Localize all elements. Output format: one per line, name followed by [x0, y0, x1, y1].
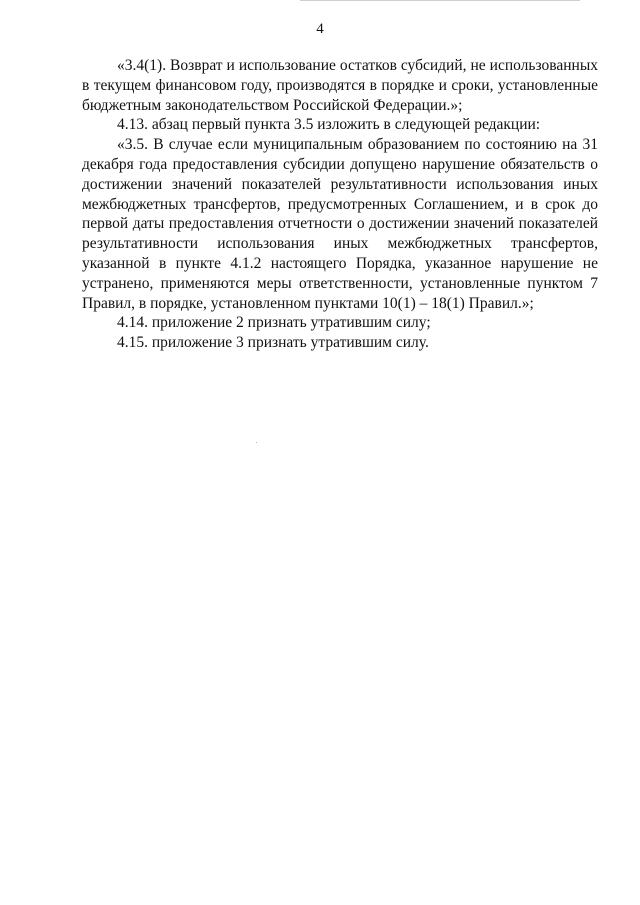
document-body — [82, 56, 598, 353]
paragraph-4-13: 4.13. абзац первый пункта 3.5 изложить в следующей редакции: — [117, 116, 541, 134]
paragraph-3-5: «3.5. В случае если муниципальным образованием по состоянию на 31 декабря года предоставления субсидии допущено нарушение обязательств о достижении значений показателей результативности использования иных межбюджетных трансфертов, предусмотренных Соглашением, и в срок до первой даты предоставления отчетности о достижении значений показателей результативности использования иных межбюджетных трансфертов, указанной в пункте 4.1.2 настоящего Порядка, указанное нарушение не устранено, применяются меры ответственности, установленные пунктом 7 Правил, в порядке, установленном пунктами 10(1) – 18(1) Правил.»; — [82, 136, 598, 312]
scan-top-edge — [300, 0, 580, 1]
paragraph-4-14: 4.14. приложение 2 признать утратившим силу; — [117, 314, 431, 332]
page-number: 4 — [316, 21, 324, 37]
paragraph-4-15: 4.15. приложение 3 признать утратившим силу. — [117, 334, 429, 352]
scan-speck — [256, 442, 257, 443]
paragraph-3-4-1: «3.4(1). Возврат и использование остатков субсидий, не использованных в текущем финансовом году, производятся в порядке и сроки, установленные бюджетным законодательством Российской Федерации.»; — [82, 57, 598, 114]
